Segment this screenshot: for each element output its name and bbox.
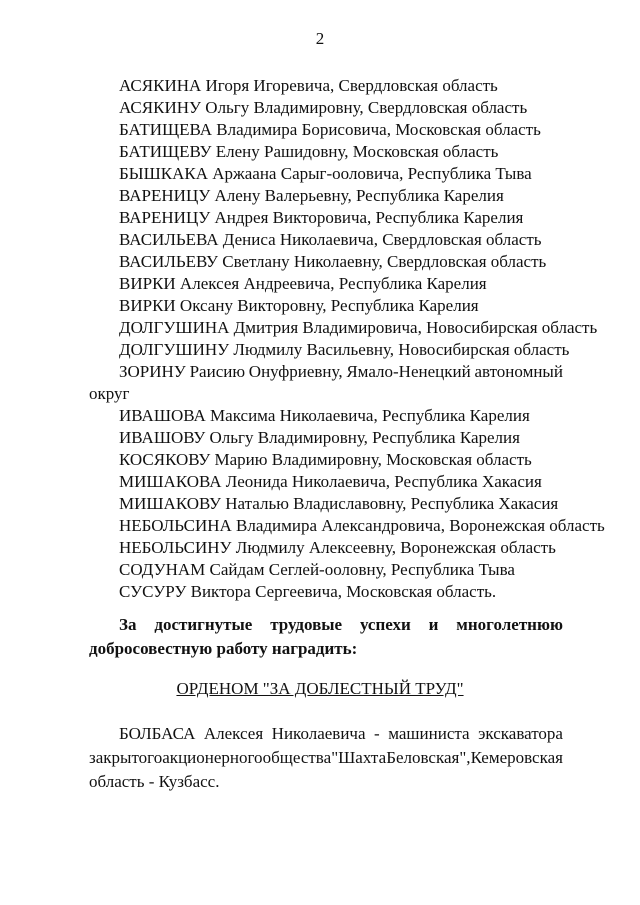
word: Николаевича (271, 724, 366, 743)
recipient-line (89, 746, 563, 770)
list-item: ВИРКИ Алексея Андреевича, Республика Карелия (119, 274, 487, 293)
list-item: ВАСИЛЬЕВУ Светлану Николаевну, Свердловская область (119, 252, 547, 271)
word: успехи (359, 615, 411, 634)
list-item: БАТИЩЕВА Владимира Борисовича, Московская область (119, 120, 541, 139)
list-item: СУСУРУ Виктора Сергеевича, Московская область. (119, 582, 497, 601)
word: Кемеровская (470, 748, 563, 767)
list-item: ИВАШОВА Максима Николаевича, Республика Карелия (119, 406, 530, 425)
word: достигнутые (154, 615, 253, 634)
list-item: БАТИЩЕВУ Елену Рашидовну, Московская область (119, 142, 499, 161)
word: Беловская", (386, 748, 471, 767)
award-intro-line (89, 613, 563, 637)
award-intro-line: добросовестную работу наградить: (89, 639, 358, 658)
word: многолетнюю (456, 615, 563, 634)
list-item: ВАРЕНИЦУ Алену Валерьевну, Республика Карелия (119, 186, 504, 205)
list-item: ВАРЕНИЦУ Андрея Викторовича, Республика Карелия (119, 208, 524, 227)
recipient-paragraph (89, 722, 563, 794)
list-item-continuation: округ (89, 384, 130, 403)
word: - (374, 724, 380, 743)
word: автономный (474, 362, 563, 381)
list-item: АСЯКИНУ Ольгу Владимировну, Свердловская область (119, 98, 528, 117)
page-number: 2 (315, 29, 325, 48)
list-item: СОДУНАМ Сайдам Сеглей-ооловну, Республика Тыва (119, 560, 515, 579)
word: Онуфриевну, (248, 362, 343, 381)
recipient-line: область - Кузбасс. (89, 772, 220, 791)
word: закрытого (89, 748, 163, 767)
word: и (428, 615, 439, 634)
award-intro-paragraph (89, 613, 563, 661)
list-item: ВИРКИ Оксану Викторовну, Республика Карелия (119, 296, 479, 315)
list-item: НЕБОЛЬСИНА Владимира Александровича, Воронежская область (119, 516, 605, 535)
list-item-zorina (119, 361, 563, 382)
word: "Шахта (331, 748, 387, 767)
word: Ямало-Ненецкий (346, 362, 471, 381)
recipient-line (89, 722, 563, 746)
list-item: БЫШКАКА Аржаана Сарыг-ооловича, Республика Тыва (119, 164, 532, 183)
list-item: ДОЛГУШИНА Дмитрия Владимировича, Новосибирская область (119, 318, 598, 337)
order-title: ОРДЕНОМ "ЗА ДОБЛЕСТНЫЙ ТРУД" (176, 679, 464, 698)
list-item: МИШАКОВА Леонида Николаевича, Республика Хакасия (119, 472, 542, 491)
word: трудовые (270, 615, 343, 634)
word: экскаватора (478, 724, 563, 743)
list-item: АСЯКИНА Игоря Игоревича, Свердловская область (119, 76, 498, 95)
word: общества (262, 748, 332, 767)
word: ЗОРИНУ (119, 362, 186, 381)
word: БОЛБАСА (119, 724, 196, 743)
word: Алексея (203, 724, 264, 743)
list-item: КОСЯКОВУ Марию Владимировну, Московская область (119, 450, 532, 469)
list-item: ДОЛГУШИНУ Людмилу Васильевну, Новосибирская область (119, 340, 570, 359)
word: Раисию (189, 362, 246, 381)
word: За (119, 615, 137, 634)
word: акционерного (162, 748, 263, 767)
word: машиниста (388, 724, 470, 743)
list-item: МИШАКОВУ Наталью Владиславовну, Республика Хакасия (119, 494, 559, 513)
list-item: ИВАШОВУ Ольгу Владимировну, Республика Карелия (119, 428, 520, 447)
list-item: ВАСИЛЬЕВА Дениса Николаевича, Свердловская область (119, 230, 542, 249)
list-item: НЕБОЛЬСИНУ Людмилу Алексеевну, Воронежская область (119, 538, 556, 557)
